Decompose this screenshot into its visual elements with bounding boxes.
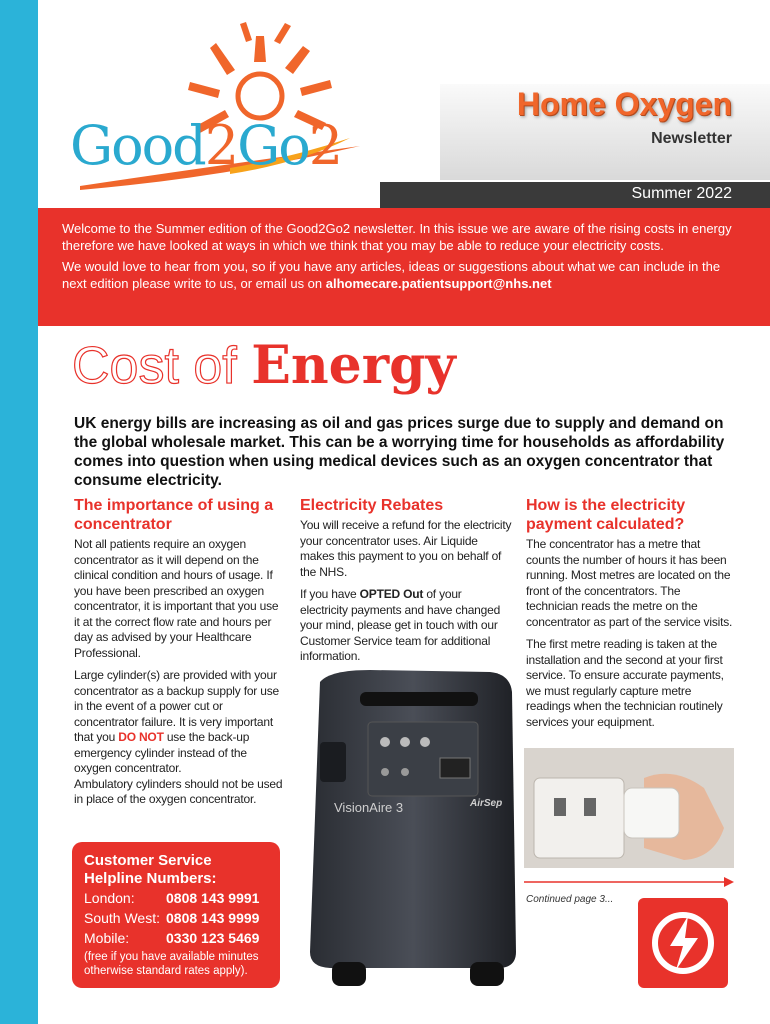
continued-note: Continued page 3... <box>526 894 614 905</box>
helpline-row: South West: 0808 143 9999 <box>84 910 260 926</box>
phone-number[interactable]: 0808 143 9991 <box>166 890 260 906</box>
newsletter-subtitle: Newsletter <box>651 130 732 147</box>
lightning-icon <box>638 898 728 988</box>
helpline-heading: Customer Service Helpline Numbers: <box>84 852 217 887</box>
col2-heading: Electricity Rebates <box>300 497 444 514</box>
col3-heading: How is the electricity payment calculated? <box>526 497 686 533</box>
helpline-box <box>72 842 280 988</box>
edition-date: Summer 2022 <box>631 185 732 202</box>
helpline-row: London: 0808 143 9991 <box>84 890 260 906</box>
col1-heading: The importance of using a concentrator <box>74 497 274 533</box>
welcome-paragraph: Welcome to the Summer edition of the Good2Go2 newsletter. In this issue we are aware of the rising costs in energy therefore we have looked at ways in which we think that you may be able to reduce your electricity costs. <box>62 221 732 253</box>
col2-body: You will receive a refund for the electricity your concentrator uses. Air Liquide makes this payment to you on behalf of the NHS. If you have OPTED Out of your electricity payments and have changed your mind, please get in touch with our Customer Service team for additional information. <box>300 518 512 663</box>
phone-number[interactable]: 0808 143 9999 <box>166 910 260 926</box>
phone-number[interactable]: 0330 123 5469 <box>166 930 260 946</box>
welcome-band <box>38 208 770 326</box>
contact-paragraph: We would love to hear from you, so if you have any articles, ideas or suggestions about what we can include in the next edition please write to us, or email us on alhomecare.patientsupport@nhs.net <box>62 259 721 291</box>
col3-body: The concentrator has a metre that counts the number of hours it has been running. Most metres are located on the front of the concentrators. The technician reads the metre on the concentrator as part of the service visits. The first metre reading is taken at the installation and the second at your first service. To ensure accurate payments, we must regularly capture metre readings when the technician routinely services your equipment. <box>526 537 733 729</box>
helpline-note: (free if you have available minutes otherwise standard rates apply). <box>84 951 259 977</box>
logo-wordmark: Good2Go2 <box>70 114 342 177</box>
helpline-row: Mobile: 0330 123 5469 <box>84 930 260 946</box>
email-link[interactable]: alhomecare.patientsupport@nhs.net <box>325 276 552 291</box>
newsletter-title: Home Oxygen <box>516 86 732 122</box>
socket-plug-photo <box>524 748 734 868</box>
side-strip <box>0 0 38 1024</box>
oxygen-concentrator-image <box>290 662 522 992</box>
col1-body: Not all patients require an oxygen concentrator as it will depend on the clinical condition and hours of usage. If you have been prescribed an oxygen concentrator, it is important that you use it at the correct flow rate and hours per day as advised by your Healthcare Professional. Large cylinder(s) are provided with your concentrator as a backup supply for use in the event of a power cut or concentrator failure. It is very important that you DO NOT use the back-up emergency cylinder instead of the oxygen concentrator. Ambulatory cylinders should not be used in place of the oxygen concentrator. <box>74 537 283 806</box>
feature-intro: UK energy bills are increasing as oil and gas prices surge due to supply and demand on the global wholesale market. This can be a worrying time for households as affordability comes into question when using medical devices such as an oxygen concentrator that consume electricity. <box>74 415 725 489</box>
feature-title: Cost of Energy <box>72 335 456 396</box>
device-maker: AirSep <box>470 798 503 809</box>
arrow-right-icon <box>524 876 734 888</box>
good2go2-logo <box>60 18 380 198</box>
device-brand: VisionAire 3 <box>334 800 404 815</box>
